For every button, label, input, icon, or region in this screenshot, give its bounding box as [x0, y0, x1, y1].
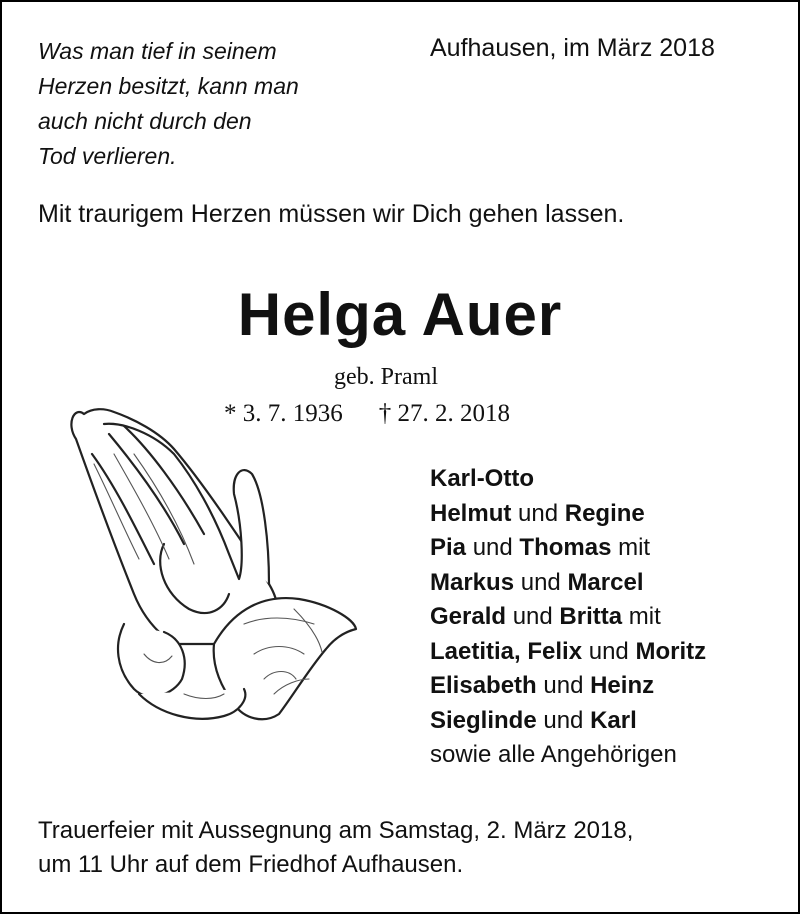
mourner-row [430, 635, 706, 670]
funeral-ceremony-info [38, 814, 633, 882]
place-and-date: Aufhausen, im März 2018 [430, 34, 715, 62]
mourner-connector: und [536, 706, 591, 734]
mourner-name: Britta [559, 603, 623, 630]
mourner-name: Karl [590, 706, 637, 734]
mourner-connector: und [511, 499, 565, 527]
mourner-name: Moritz [635, 637, 707, 665]
mourner-name: Heinz [590, 672, 655, 699]
ceremony-line: Trauerfeier mit Aussegnung am Samstag, 2. März 2018, [38, 817, 634, 844]
mourner-name: Karl-Otto [430, 465, 534, 492]
mourner-name: Elisabeth [430, 672, 537, 699]
mourner-connector: und [514, 568, 568, 596]
intro-sentence: Mit traurigem Herzen müssen wir Dich gehen lassen. [38, 200, 625, 228]
mourner-name: Sieglinde [430, 706, 537, 734]
quote-line: Tod verlieren. [38, 143, 177, 169]
mourner-row [430, 566, 706, 601]
mourner-name: Regine [564, 499, 645, 527]
mourner-row [430, 600, 706, 635]
mourner-name: Laetitia, Felix [430, 637, 583, 665]
mourner-row [430, 497, 706, 532]
mourner-name: Marcel [567, 568, 644, 596]
mourner-row [430, 462, 706, 497]
mourner-connector: und [506, 603, 560, 630]
birth-name: geb. Praml [334, 364, 438, 390]
memorial-quote [38, 34, 358, 174]
mourner-name: Helmut [430, 499, 512, 527]
mourner-name: Gerald [430, 603, 507, 630]
mourner-connector: sowie alle Angehörigen [430, 741, 677, 768]
mourner-connector: und [582, 637, 636, 665]
mourner-row [430, 704, 706, 739]
mourner-name: Markus [430, 568, 515, 596]
mourner-name: Thomas [519, 534, 612, 561]
quote-line: Was man tief in seinem [38, 38, 277, 64]
ceremony-line: um 11 Uhr auf dem Friedhof Aufhausen. [38, 851, 464, 878]
death-date: † 27. 2. 2018 [378, 400, 510, 427]
mourner-connector: und [466, 534, 520, 561]
quote-line: auch nicht durch den [38, 108, 252, 134]
mourner-connector: und [536, 672, 591, 699]
praying-hands-icon [64, 394, 364, 734]
mourner-row [430, 531, 706, 566]
quote-line: Herzen besitzt, kann man [38, 73, 299, 99]
mourner-connector: mit [622, 603, 661, 630]
mourner-row [430, 738, 706, 773]
mourner-name: Pia [430, 534, 467, 561]
mourner-row [430, 669, 706, 704]
birth-date: * 3. 7. 1936 [224, 400, 343, 427]
deceased-name: Helga Auer [237, 281, 563, 348]
mourners-list [430, 462, 706, 773]
mourner-connector: mit [611, 534, 651, 561]
